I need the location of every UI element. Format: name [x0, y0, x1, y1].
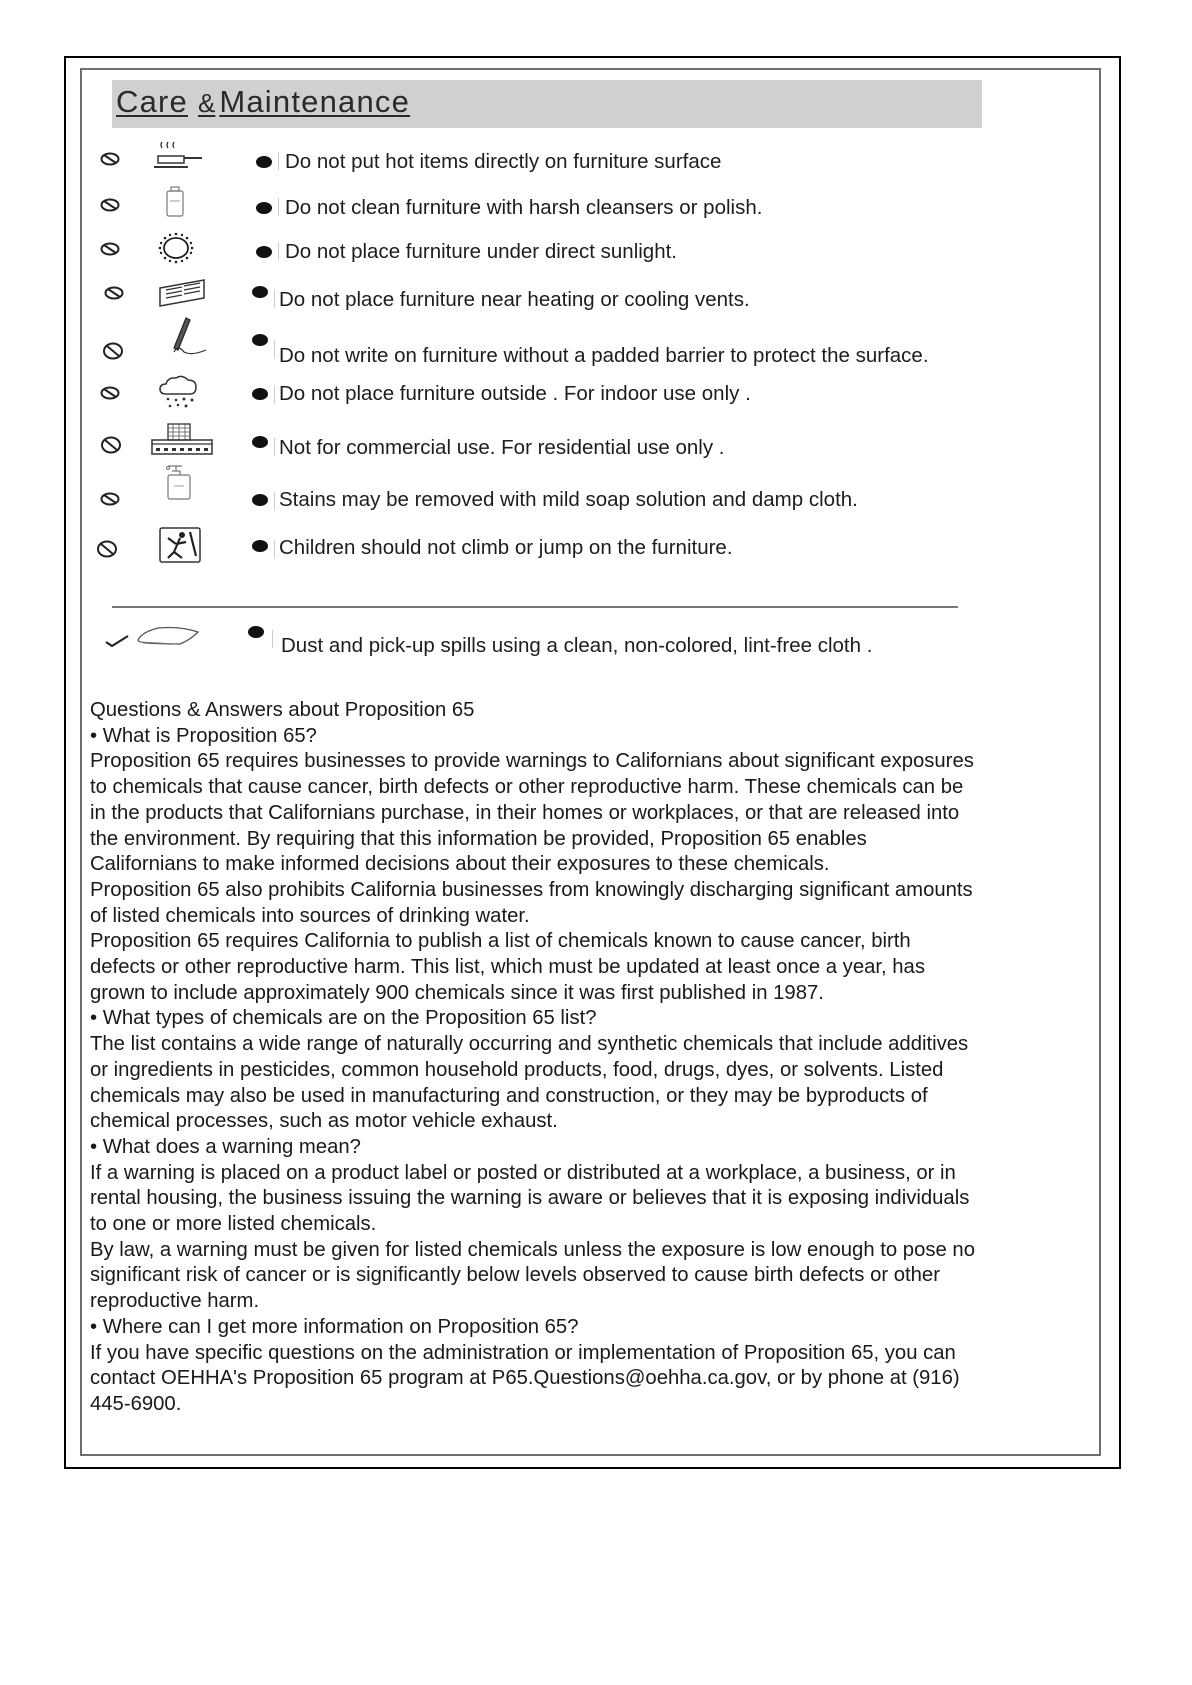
qa-answer-line: of listed chemicals into sources of drinking water. — [90, 904, 530, 927]
care-item — [82, 372, 1099, 416]
pen-icon — [152, 312, 212, 364]
soap-dispenser-icon — [152, 458, 212, 510]
section-divider — [112, 606, 958, 608]
hot-pan-icon — [148, 138, 208, 182]
separator — [274, 290, 275, 308]
qa-answer-line: By law, a warning must be given for listed chemicals unless the exposure is low enough to pose no — [90, 1238, 975, 1261]
qa-heading: Questions & Answers about Proposition 65 — [90, 699, 475, 721]
title-word-maintenance: Maintenance — [219, 84, 411, 119]
care-item-recommended — [82, 618, 1099, 662]
qa-answer-line-phone: 445-6900. — [90, 1392, 182, 1415]
care-item-text: Do not put hot items directly on furniture surface — [285, 150, 722, 173]
qa-answer-line: chemicals may also be used in manufacturing and construction, or they may be byproducts of — [90, 1084, 928, 1107]
care-item-text: Children should not climb or jump on the furniture. — [279, 536, 733, 559]
section-title — [116, 84, 410, 120]
bullet-dot — [256, 202, 272, 214]
qa-answer-line: Californians to make informed decisions about their exposures to these chemicals. — [90, 853, 830, 876]
qa-answer-line: If you have specific questions on the administration or implementation of Proposition 65, you can — [90, 1341, 956, 1364]
prohibited-icon — [100, 436, 122, 454]
qa-answer-line: Proposition 65 requires California to publish a list of chemicals known to cause cancer, birth — [90, 930, 911, 953]
title-ampersand: & — [198, 88, 216, 118]
care-item — [82, 138, 1099, 182]
separator — [274, 540, 275, 558]
separator — [278, 198, 279, 216]
prohibited-icon — [100, 386, 120, 400]
bullet-dot — [252, 334, 268, 346]
qa-answer-line: significant risk of cancer or is significantly below levels observed to cause birth defects or other — [90, 1264, 940, 1287]
qa-question: • What does a warning mean? — [90, 1135, 361, 1158]
separator — [274, 386, 275, 404]
care-item — [82, 478, 1099, 522]
qa-answer-line-contact: contact OEHHA's Proposition 65 program at P65.Questions@oehha.ca.gov, or by phone at (916) — [90, 1367, 960, 1390]
prohibited-icon — [96, 540, 118, 558]
prohibited-icon — [100, 198, 120, 212]
qa-answer-line: the environment. By requiring that this information be provided, Proposition 65 enables — [90, 827, 867, 850]
care-item — [82, 182, 1099, 226]
snow-cloud-icon — [152, 372, 212, 416]
qa-answer-line: to one or more listed chemicals. — [90, 1213, 377, 1236]
bullet-dot — [256, 156, 272, 168]
care-item-text: Stains may be removed with mild soap solution and damp cloth. — [279, 488, 858, 511]
qa-question: • Where can I get more information on Proposition 65? — [90, 1315, 579, 1338]
bullet-dot — [248, 626, 264, 638]
cloth-icon — [132, 618, 208, 662]
title-word-care: Care — [116, 84, 188, 119]
checkmark-icon — [104, 632, 130, 648]
qa-answer-line: chemical processes, such as motor vehicle exhaust. — [90, 1110, 558, 1133]
care-item-text: Not for commercial use. For residential use only . — [279, 436, 725, 459]
qa-answer-line: reproductive harm. — [90, 1290, 260, 1313]
care-maintenance-section — [82, 70, 1099, 668]
qa-question: • What is Proposition 65? — [90, 724, 317, 747]
care-item-text: Dust and pick-up spills using a clean, non-colored, lint-free cloth . — [281, 634, 873, 657]
qa-question: • What types of chemicals are on the Proposition 65 list? — [90, 1007, 597, 1030]
separator — [278, 152, 279, 170]
qa-answer-line: or ingredients in pesticides, common household products, food, drugs, dyes, or solvents. Listed — [90, 1058, 944, 1081]
separator — [272, 630, 273, 648]
care-item-text: Do not place furniture outside . For indoor use only . — [279, 382, 751, 405]
bullet-dot — [252, 286, 268, 298]
bullet-dot — [252, 540, 268, 552]
separator — [274, 340, 275, 358]
bullet-dot — [252, 494, 268, 506]
prohibited-icon — [100, 242, 120, 256]
prohibited-icon — [102, 342, 124, 360]
bullet-dot — [252, 388, 268, 400]
prohibited-icon — [100, 152, 120, 166]
care-item-text: Do not place furniture near heating or cooling vents. — [279, 288, 750, 311]
care-item — [82, 526, 1099, 570]
cleanser-bottle-icon — [152, 182, 212, 226]
bullet-dot — [252, 436, 268, 448]
prohibited-icon — [104, 286, 124, 300]
sun-icon — [152, 228, 212, 272]
qa-answer-line: to chemicals that cause cancer, birth defects or other reproductive harm. These chemicals can be — [90, 776, 964, 799]
qa-answer-line: Proposition 65 requires businesses to provide warnings to Californians about significant exposures — [90, 750, 974, 773]
care-item-text: Do not write on furniture without a padded barrier to protect the surface. — [279, 344, 929, 367]
prohibited-icon — [100, 492, 120, 506]
separator — [278, 242, 279, 260]
qa-answer-line: Proposition 65 also prohibits California businesses from knowingly discharging significant amounts — [90, 878, 973, 901]
separator — [274, 492, 275, 510]
care-item — [82, 228, 1099, 272]
bullet-dot — [256, 246, 272, 258]
qa-answer-line: The list contains a wide range of naturally occurring and synthetic chemicals that include additives — [90, 1033, 969, 1056]
qa-answer-line: grown to include approximately 900 chemicals since it was first published in 1987. — [90, 981, 824, 1004]
qa-answer-line: in the products that Californians purchase, in their homes or workplaces, or that are released into — [90, 801, 960, 824]
qa-answer-line: If a warning is placed on a product label or posted or distributed at a workplace, a business, or in — [90, 1161, 956, 1184]
separator — [274, 438, 275, 456]
qa-answer-line: rental housing, the business issuing the warning is aware or believes that it is exposing individuals — [90, 1187, 970, 1210]
care-item-text: Do not clean furniture with harsh cleansers or polish. — [285, 196, 763, 219]
care-item — [82, 332, 1099, 376]
care-item — [82, 276, 1099, 320]
child-climbing-icon — [152, 526, 212, 570]
qa-answer-line: defects or other reproductive harm. This list, which must be updated at least once a year, has — [90, 956, 925, 979]
care-item — [82, 426, 1099, 470]
prop65-qa-section — [90, 698, 1100, 1418]
care-item-text: Do not place furniture under direct sunlight. — [285, 240, 678, 263]
